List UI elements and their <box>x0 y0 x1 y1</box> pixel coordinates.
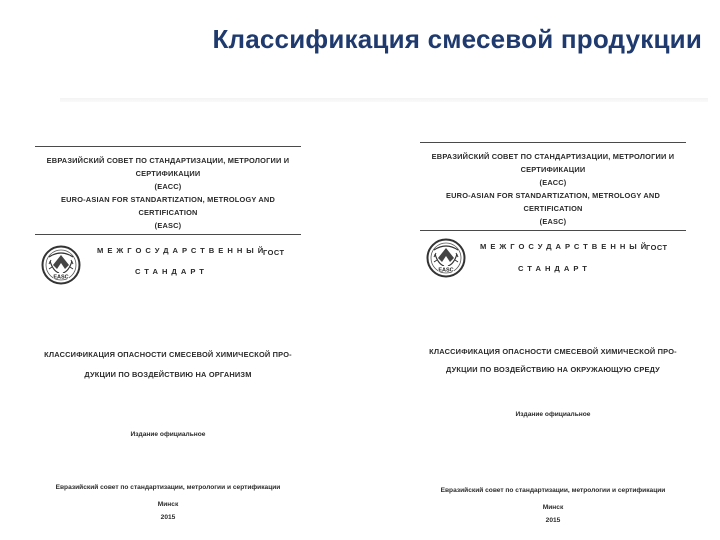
standard-title-line-1: КЛАССИФИКАЦИЯ ОПАСНОСТИ СМЕСЕВОЙ ХИМИЧЕСКОЙ ПРО- <box>429 347 677 356</box>
interstate-label: МЕЖГОСУДАРСТВЕННЫЙ <box>480 242 651 251</box>
city-label: Минск <box>157 501 179 508</box>
middle-rule <box>35 234 301 235</box>
top-rule <box>420 142 686 143</box>
standard-title-line-2: ДУКЦИИ ПО ВОЗДЕЙСТВИЮ НА ОРГАНИЗМ <box>84 370 252 379</box>
council-ru-abbr: (ЕАСС) <box>154 182 182 191</box>
council-ru-line-2: СЕРТИФИКАЦИИ <box>520 165 586 174</box>
middle-rule <box>420 230 686 231</box>
edition-label: Издание официальное <box>130 431 206 438</box>
council-ru-line-1: ЕВРАЗИЙСКИЙ СОВЕТ ПО СТАНДАРТИЗАЦИИ, МЕТРОЛОГИИ И <box>431 152 675 161</box>
easc-emblem-icon <box>41 245 81 285</box>
standard-label: СТАНДАРТ <box>135 267 208 276</box>
council-en-line-1: EURO-ASIAN FOR STANDARTIZATION, METROLOGY AND <box>60 195 275 204</box>
council-ru-line-2: СЕРТИФИКАЦИИ <box>135 169 201 178</box>
council-ru-abbr: (ЕАСС) <box>539 178 567 187</box>
publisher-label: Евразийский совет по стандартизации, метрологии и сертификации <box>55 484 281 491</box>
city-label: Минск <box>542 504 564 511</box>
emblem-label: EASC <box>53 274 69 281</box>
standard-title-line-1: КЛАССИФИКАЦИЯ ОПАСНОСТИ СМЕСЕВОЙ ХИМИЧЕСКОЙ ПРО- <box>44 350 292 359</box>
year-label: 2015 <box>545 517 561 524</box>
council-en-abbr: (EASC) <box>154 221 182 230</box>
title-divider <box>60 98 708 102</box>
publisher-label: Евразийский совет по стандартизации, метрологии и сертификации <box>440 487 666 494</box>
easc-emblem-icon <box>426 238 466 278</box>
gost-label: ГОСТ <box>646 243 668 252</box>
gost-label: ГОСТ <box>263 248 285 257</box>
interstate-label: МЕЖГОСУДАРСТВЕННЫЙ <box>97 246 268 255</box>
council-en-line-1: EURO-ASIAN FOR STANDARTIZATION, METROLOGY AND <box>445 191 660 200</box>
council-en-abbr: (EASC) <box>539 217 567 226</box>
year-label: 2015 <box>160 514 176 521</box>
standard-cover-environment <box>418 130 688 535</box>
emblem-label: EASC <box>438 267 454 274</box>
standard-label: СТАНДАРТ <box>518 264 591 273</box>
council-en-line-2: CERTIFICATION <box>138 208 198 217</box>
edition-label: Издание официальное <box>515 411 591 418</box>
standard-cover-organism <box>35 134 305 539</box>
top-rule <box>35 146 301 147</box>
slide-title: Классификация смесевой продукции <box>212 24 702 54</box>
council-en-line-2: CERTIFICATION <box>523 204 583 213</box>
standard-title-line-2: ДУКЦИИ ПО ВОЗДЕЙСТВИЮ НА ОКРУЖАЮЩУЮ СРЕДУ <box>446 365 660 374</box>
council-ru-line-1: ЕВРАЗИЙСКИЙ СОВЕТ ПО СТАНДАРТИЗАЦИИ, МЕТРОЛОГИИ И <box>46 156 290 165</box>
